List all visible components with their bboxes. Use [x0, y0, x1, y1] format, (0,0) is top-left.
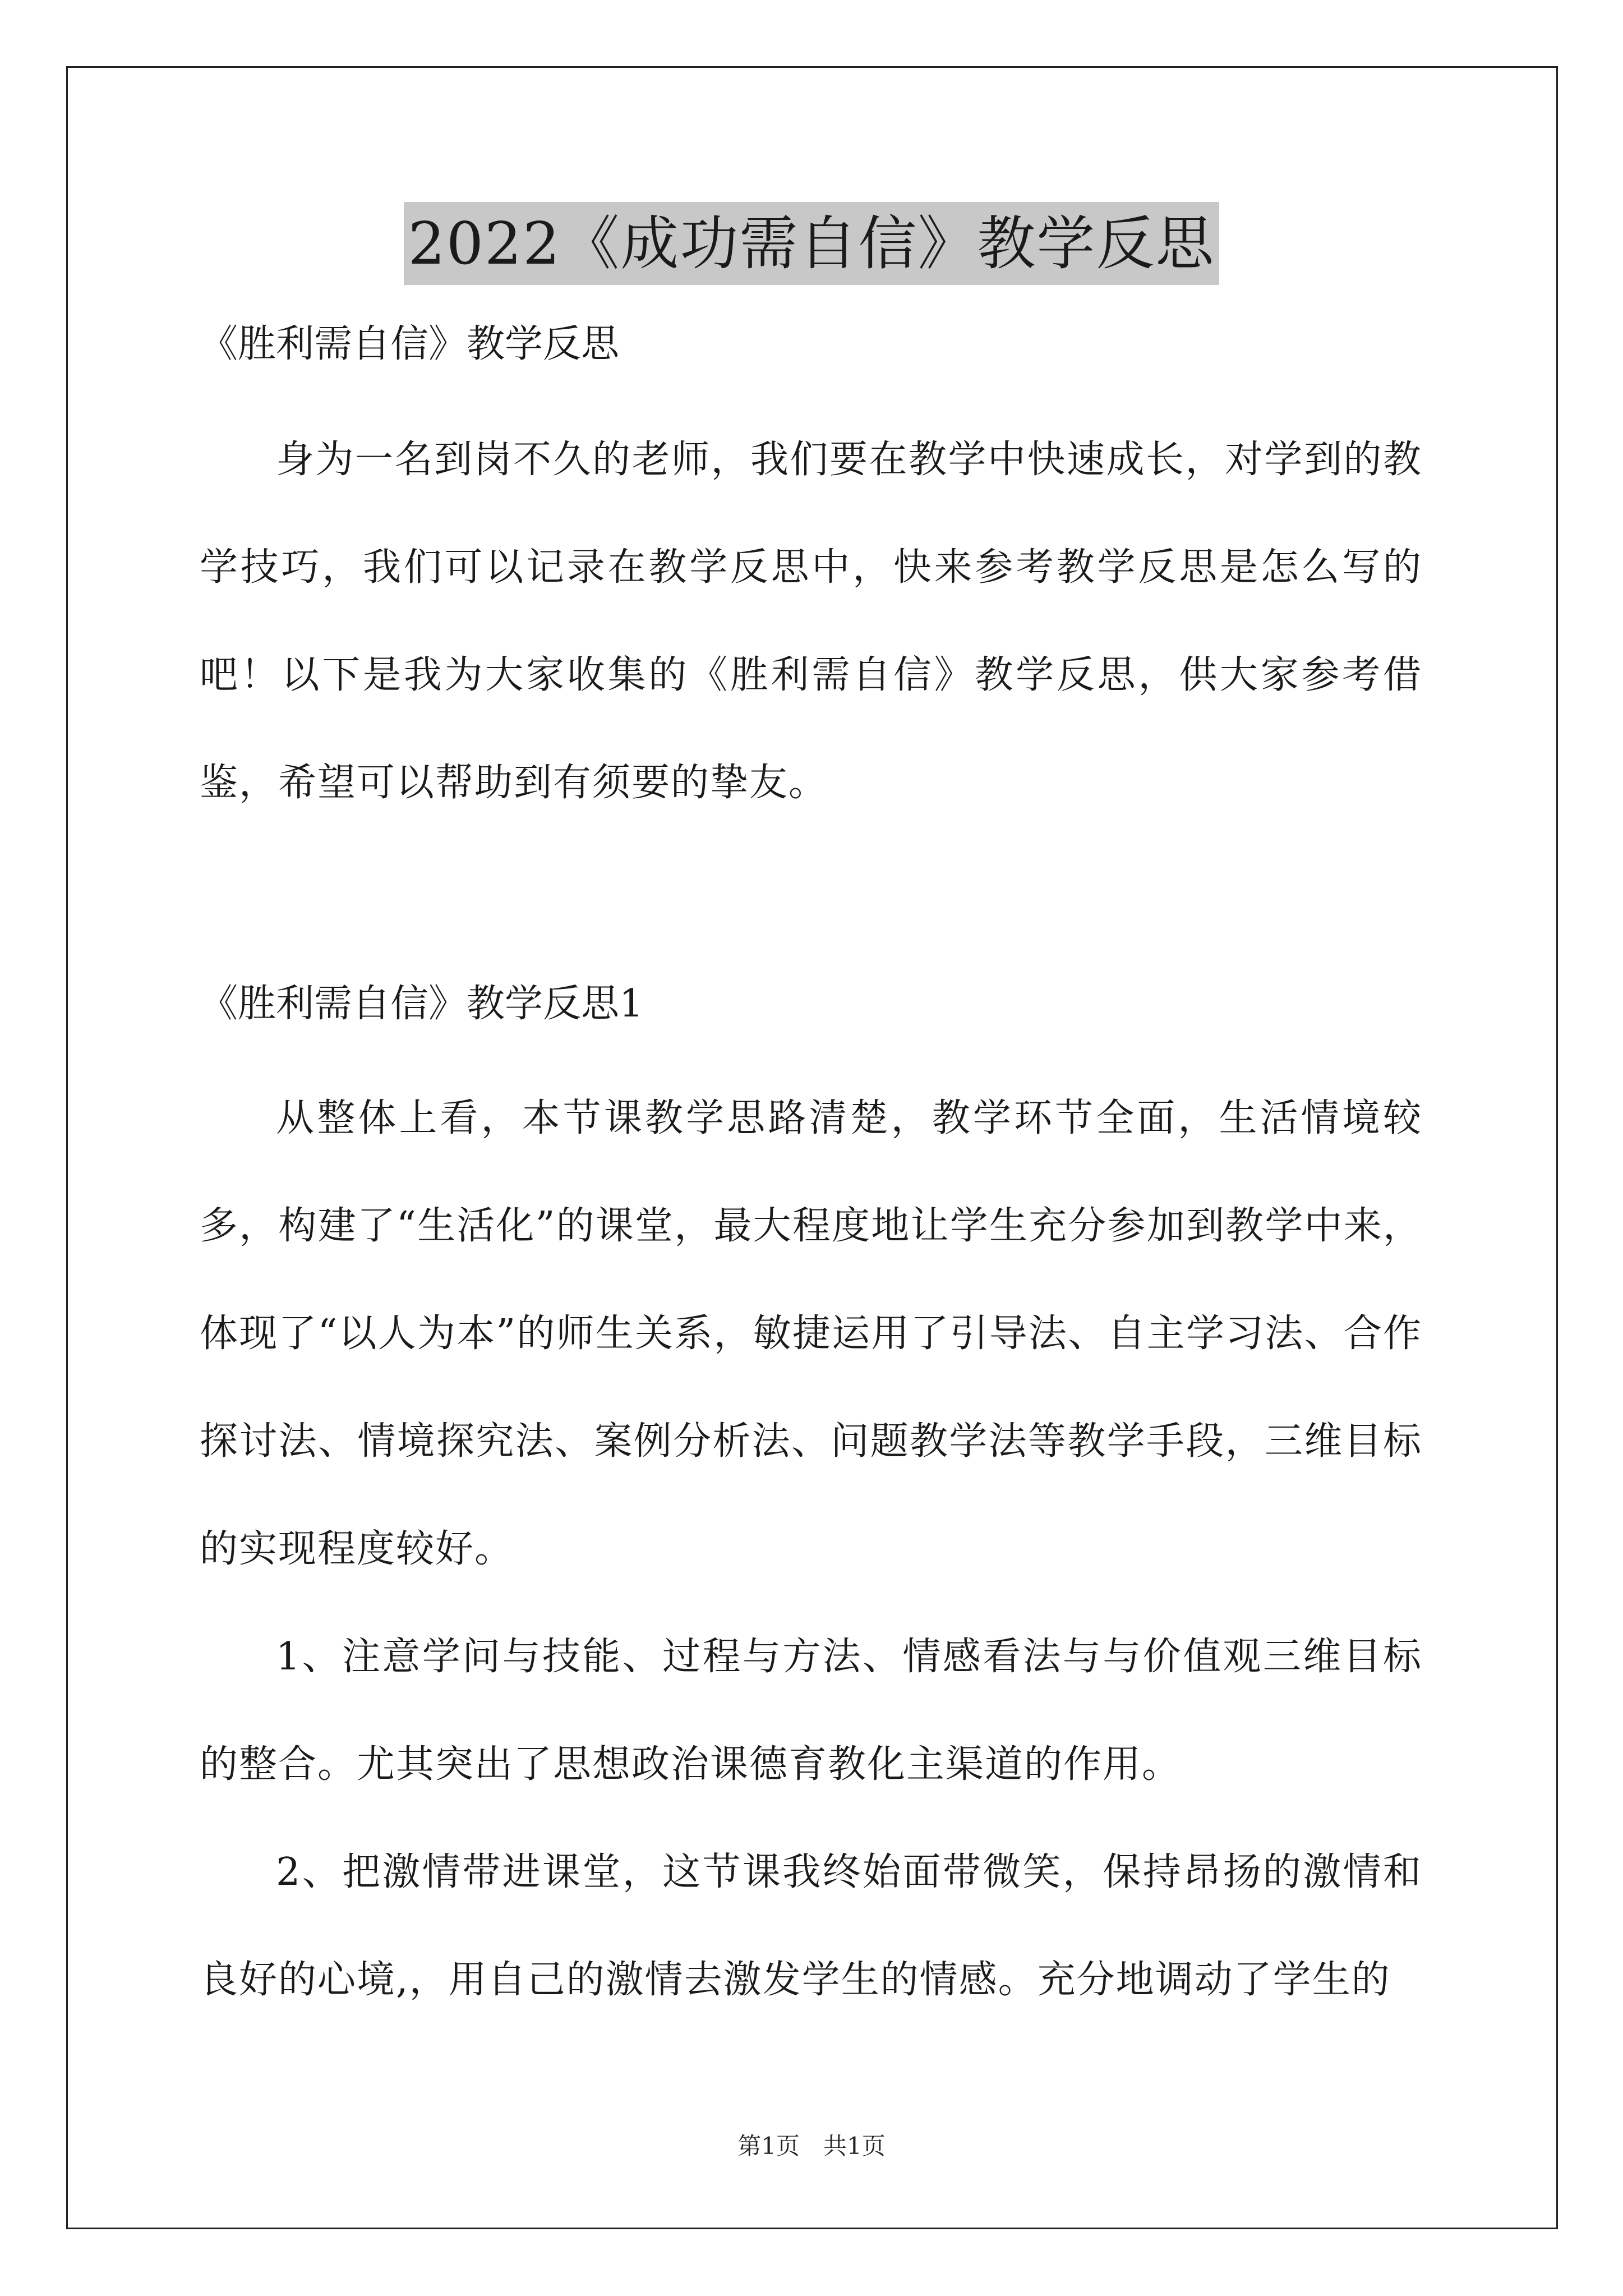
section-heading: 《胜利需自信》教学反思1: [200, 982, 644, 1026]
section-heading: 《胜利需自信》教学反思: [200, 322, 620, 366]
paragraph: 2、把激情带进课堂，这节课我终始面带微笑，保持昂扬的激情和良好的心境,，用自己的激情去激发学生的情感。充分地调动了学生的: [200, 1850, 1422, 2002]
paragraph: 从整体上看，本节课教学思路清楚，教学环节全面，生活情境较多，构建了“生活化”的课堂，最大程度地让学生充分参加到教学中来，体现了“以人为本”的师生关系，敏捷运用了引导法、自主学习法、合作探讨法、情境探究法、案例分析法、问题教学法等教学手段，三维目标的实现程度较好。: [200, 1096, 1422, 1571]
paragraph: 1、注意学问与技能、过程与方法、情感看法与与价值观三维目标的整合。尤其突出了思想政治课德育教化主渠道的作用。: [200, 1635, 1422, 1787]
document-body: [200, 318, 1422, 2034]
page-number-total: 共1页: [823, 2132, 886, 2160]
page-number-current: 第1页: [737, 2132, 800, 2160]
document-title: 2022《成功需自信》教学反思: [404, 202, 1220, 285]
page-footer: [0, 2131, 1623, 2162]
paragraph: 身为一名到岗不久的老师，我们要在教学中快速成长，对学到的教学技巧，我们可以记录在教学反思中，快来参考教学反思是怎么写的吧！以下是我为大家收集的《胜利需自信》教学反思，供大家参考借鉴，希望可以帮助到有须要的挚友。: [200, 438, 1422, 805]
title-container: [0, 202, 1623, 285]
